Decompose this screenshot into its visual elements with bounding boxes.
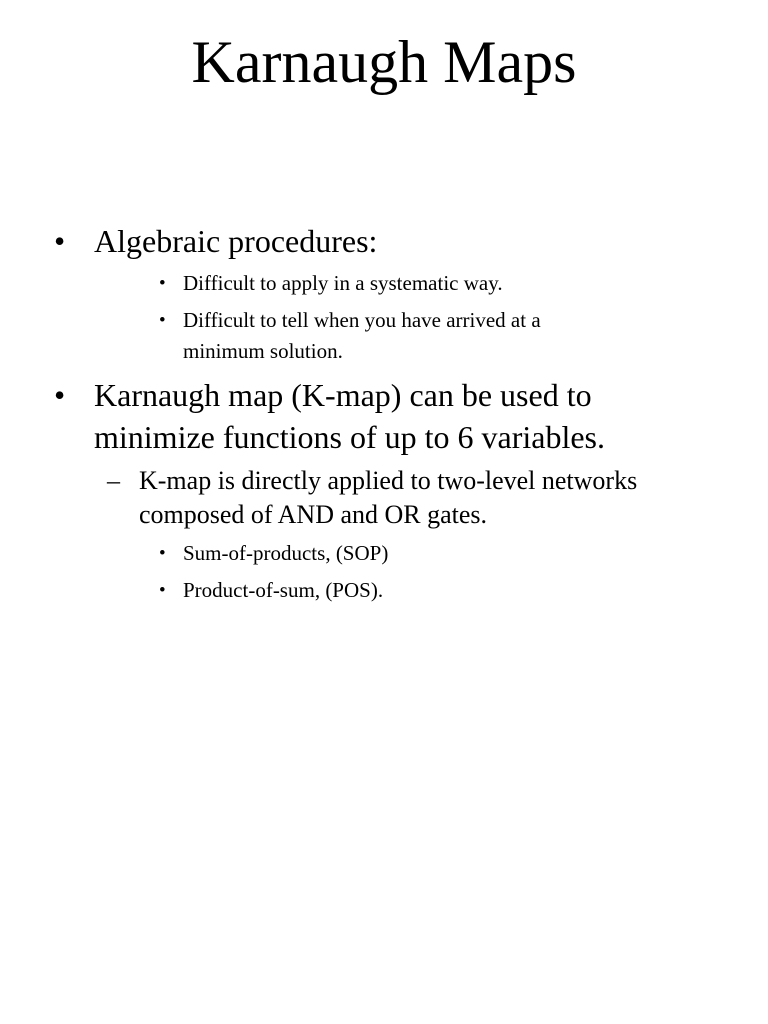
bullet-text-line: Karnaugh map (K-map) can be used to: [94, 377, 592, 413]
bullet-icon: •: [159, 310, 166, 331]
sub-bullet-item: [159, 305, 541, 367]
bullet-icon: •: [159, 580, 166, 601]
bullet-text-line: Difficult to tell when you have arrived at a: [183, 308, 541, 332]
dash-text-line: composed of AND and OR gates.: [139, 500, 488, 529]
bullet-icon: •: [159, 543, 166, 564]
sub-bullet-item: [159, 538, 389, 569]
bullet-text: Product-of-sum, (POS).: [183, 578, 384, 602]
bullet-text-line: minimum solution.: [183, 339, 343, 363]
dash-text-line: K-map is directly applied to two-level networks: [139, 466, 638, 495]
bullet-icon: •: [54, 377, 66, 413]
bullet-item: [54, 374, 605, 458]
dash-icon: –: [107, 466, 120, 495]
bullet-text: Sum-of-products, (SOP): [183, 541, 389, 565]
slide-title: Karnaugh Maps: [191, 29, 577, 95]
bullet-icon: •: [159, 273, 166, 294]
bullet-icon: •: [54, 223, 66, 259]
bullet-item: [54, 220, 378, 262]
dash-item: [107, 464, 638, 532]
bullet-text: Difficult to apply in a systematic way.: [183, 271, 503, 295]
bullet-text: Algebraic procedures:: [94, 223, 378, 259]
sub-bullet-item: [159, 268, 503, 299]
bullet-text-line: minimize functions of up to 6 variables.: [94, 419, 605, 455]
sub-bullet-item: [159, 575, 384, 606]
